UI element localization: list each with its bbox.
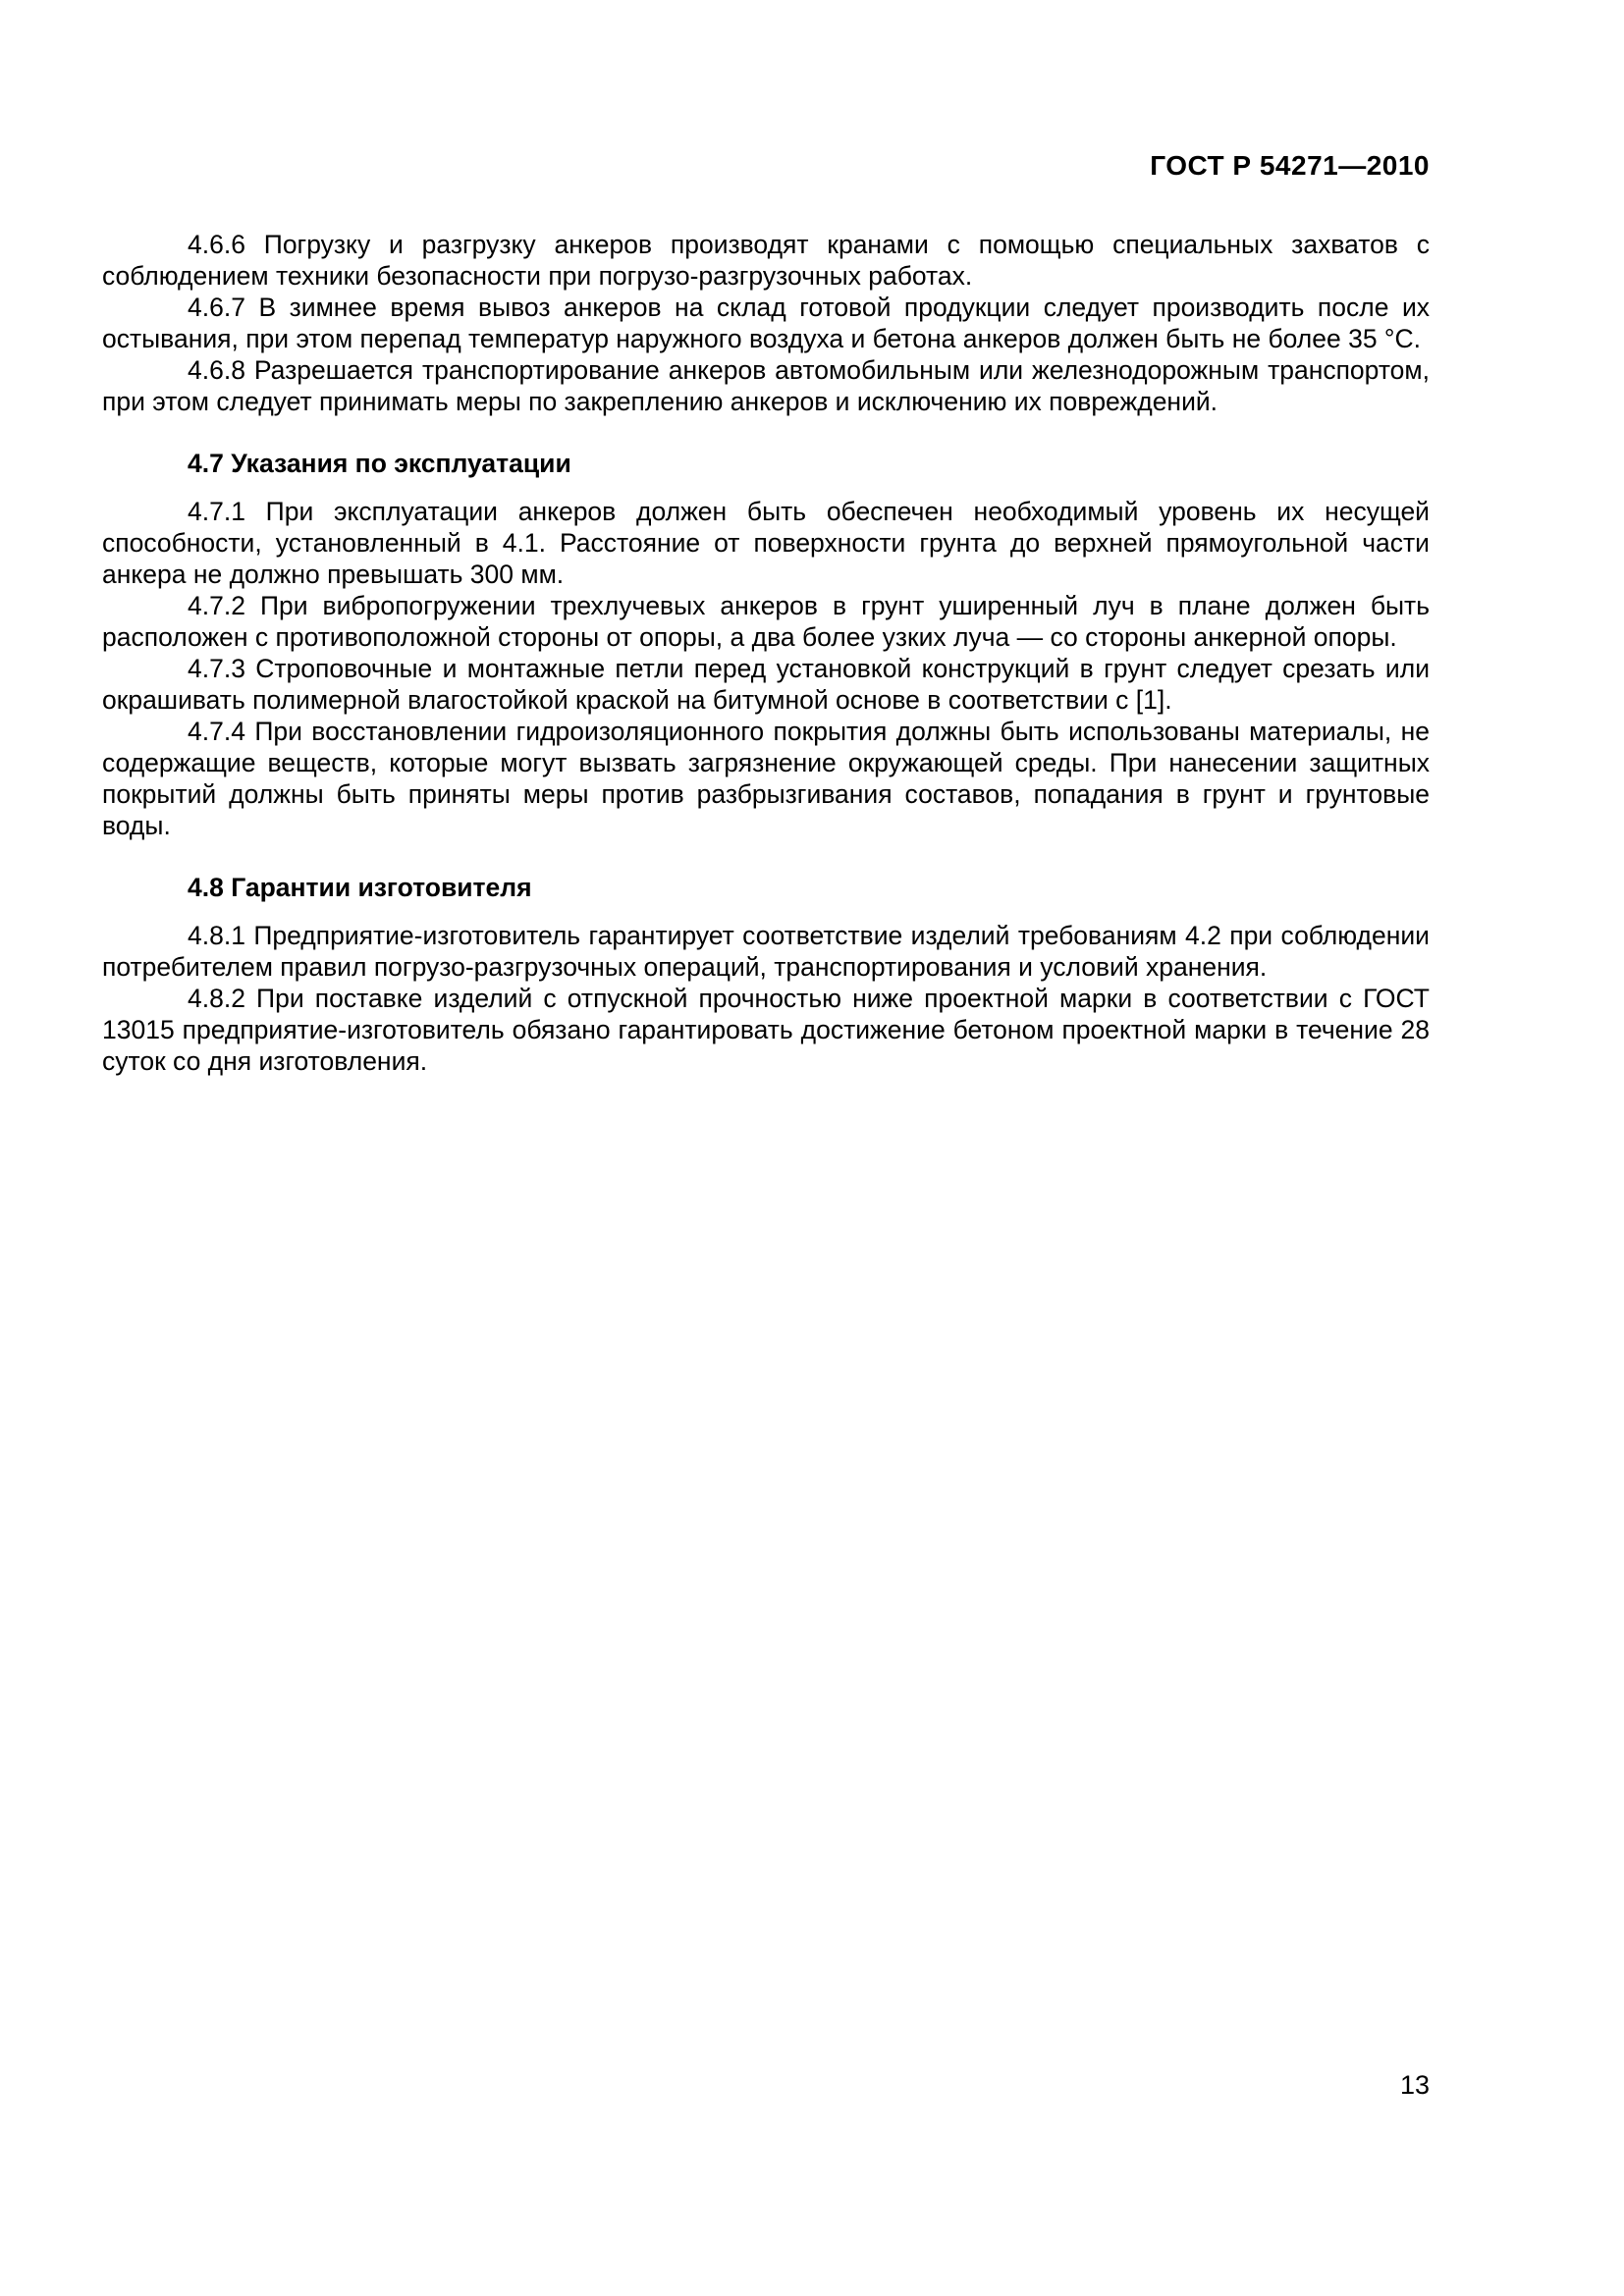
- paragraph-4-6-6: 4.6.6 Погрузку и разгрузку анкеров производят кранами с помощью специальных захватов с соблюдением техники безопасности при погрузо-разгрузочных работах.: [102, 230, 1430, 291]
- paragraph-4-7-1: 4.7.1 При эксплуатации анкеров должен быть обеспечен необходимый уровень их несущей способности, установленный в 4.1. Расстояние от поверхности грунта до верхней прямоугольной части анкера не должно превышать 300 мм.: [102, 497, 1430, 589]
- page-header-designation: ГОСТ Р 54271—2010: [1150, 150, 1430, 181]
- document-body: [102, 229, 1430, 1077]
- section-heading-4-8: 4.8 Гарантии изготовителя: [188, 873, 532, 902]
- paragraph-4-8-2: 4.8.2 При поставке изделий с отпускной прочностью ниже проектной марки в соответствии с ГОСТ 13015 предприятие-изготовитель обязано гарантировать достижение бетоном проектной марки в течение 28 суток со дня изготовления.: [102, 984, 1430, 1076]
- paragraph-4-7-3: 4.7.3 Строповочные и монтажные петли перед установкой конструкций в грунт следует срезать или окрашивать полимерной влагостойкой краской на битумной основе в соответствии с [1].: [102, 654, 1430, 715]
- paragraph-4-6-7: 4.6.7 В зимнее время вывоз анкеров на склад готовой продукции следует производить после их остывания, при этом перепад температур наружного воздуха и бетона анкеров должен быть не более 35 °С.: [102, 293, 1430, 353]
- paragraph-4-6-8: 4.6.8 Разрешается транспортирование анкеров автомобильным или железнодорожным транспортом, при этом следует принимать меры по закреплению анкеров и исключению их повреждений.: [102, 355, 1430, 416]
- paragraph-4-8-1: 4.8.1 Предприятие-изготовитель гарантирует соответствие изделий требованиям 4.2 при соблюдении потребителем правил погрузо-разгрузочных операций, транспортирования и условий хранения.: [102, 921, 1430, 982]
- paragraph-4-7-2: 4.7.2 При вибропогружении трехлучевых анкеров в грунт уширенный луч в плане должен быть расположен с противоположной стороны от опоры, а два более узких луча — со стороны анкерной опоры.: [102, 591, 1430, 652]
- paragraph-4-7-4: 4.7.4 При восстановлении гидроизоляционного покрытия должны быть использованы материалы, не содержащие веществ, которые могут вызвать загрязнение окружающей среды. При нанесении защитных покрытий должны быть приняты меры против разбрызгивания составов, попадания в грунт и грунтовые воды.: [102, 717, 1430, 840]
- section-heading-4-7: 4.7 Указания по эксплуатации: [188, 449, 571, 478]
- page-number: 13: [1399, 2070, 1430, 2100]
